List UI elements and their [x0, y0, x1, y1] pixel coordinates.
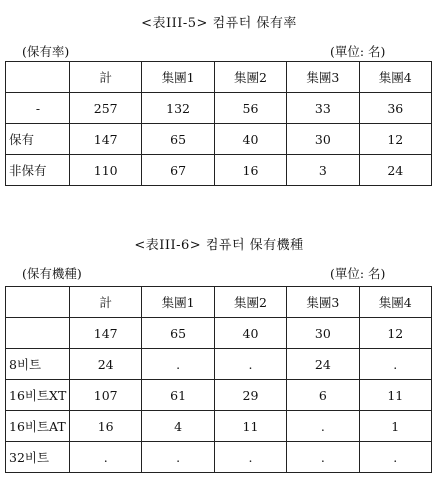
table-cell: 24: [359, 155, 431, 186]
table-cell: 1: [359, 411, 431, 442]
table-header-cell: 計: [70, 287, 142, 318]
table-header-cell: 計: [70, 62, 142, 93]
row-label: 16비트XT: [6, 380, 70, 411]
table-cell: 6: [287, 380, 359, 411]
table-cell: .: [70, 442, 142, 473]
table-row: [6, 318, 432, 349]
row-label: 32비트: [6, 442, 70, 473]
table-cell: .: [214, 349, 286, 380]
row-label: 保有: [6, 124, 70, 155]
table-row: [6, 155, 432, 186]
table6-title: <表III-6> 컴퓨터 保有機種: [134, 238, 304, 253]
table5-header-row: [6, 62, 432, 93]
table-row: [6, 124, 432, 155]
table-cell: 61: [142, 380, 214, 411]
table-row: [6, 380, 432, 411]
table-cell: 24: [287, 349, 359, 380]
table6-left-note: (保有機種): [22, 266, 82, 281]
table-cell: 12: [359, 318, 431, 349]
table-row: [6, 349, 432, 380]
row-label: -: [6, 93, 70, 124]
table-cell: 147: [70, 318, 142, 349]
table-header-cell: [6, 287, 70, 318]
table-cell: 67: [142, 155, 214, 186]
table-row: [6, 442, 432, 473]
table5-title: <表III-5> 컴퓨터 保有率: [141, 16, 297, 31]
table-cell: 30: [287, 318, 359, 349]
table-cell: 40: [214, 124, 286, 155]
table-row: [6, 411, 432, 442]
table6-header-row: [6, 287, 432, 318]
table-cell: 107: [70, 380, 142, 411]
table-header-cell: 集團3: [287, 287, 359, 318]
table-cell: .: [359, 442, 431, 473]
table-cell: 40: [214, 318, 286, 349]
table-cell: 65: [142, 318, 214, 349]
table-cell: 56: [214, 93, 286, 124]
row-label: 8비트: [6, 349, 70, 380]
table-cell: 33: [287, 93, 359, 124]
table6: [5, 286, 432, 473]
table-header-cell: 集團1: [142, 62, 214, 93]
table-cell: .: [359, 349, 431, 380]
table-cell: 147: [70, 124, 142, 155]
table-cell: 257: [70, 93, 142, 124]
table-row: [6, 93, 432, 124]
table-header-cell: [6, 62, 70, 93]
table-cell: .: [214, 442, 286, 473]
table-cell: .: [287, 411, 359, 442]
table-cell: 24: [70, 349, 142, 380]
table-header-cell: 集團2: [214, 287, 286, 318]
table-cell: 3: [287, 155, 359, 186]
table5: [5, 61, 432, 186]
table5-left-note: (保有率): [22, 44, 70, 59]
table-cell: 4: [142, 411, 214, 442]
table-cell: 132: [142, 93, 214, 124]
table-cell: .: [142, 349, 214, 380]
row-label: [6, 318, 70, 349]
table-cell: 110: [70, 155, 142, 186]
table-cell: 11: [359, 380, 431, 411]
table5-unit-note: (單位: 名): [330, 44, 386, 59]
table-cell: .: [287, 442, 359, 473]
table-cell: 65: [142, 124, 214, 155]
row-label: 非保有: [6, 155, 70, 186]
row-label: 16비트AT: [6, 411, 70, 442]
table-cell: 30: [287, 124, 359, 155]
table-header-cell: 集團1: [142, 287, 214, 318]
table-header-cell: 集團4: [359, 287, 431, 318]
table-cell: 36: [359, 93, 431, 124]
table-cell: 16: [70, 411, 142, 442]
table-cell: 29: [214, 380, 286, 411]
table6-unit-note: (單位: 名): [330, 266, 386, 281]
table-cell: 11: [214, 411, 286, 442]
table-header-cell: 集團2: [214, 62, 286, 93]
table-cell: .: [142, 442, 214, 473]
table-header-cell: 集團4: [359, 62, 431, 93]
table-header-cell: 集團3: [287, 62, 359, 93]
table-cell: 12: [359, 124, 431, 155]
table-cell: 16: [214, 155, 286, 186]
